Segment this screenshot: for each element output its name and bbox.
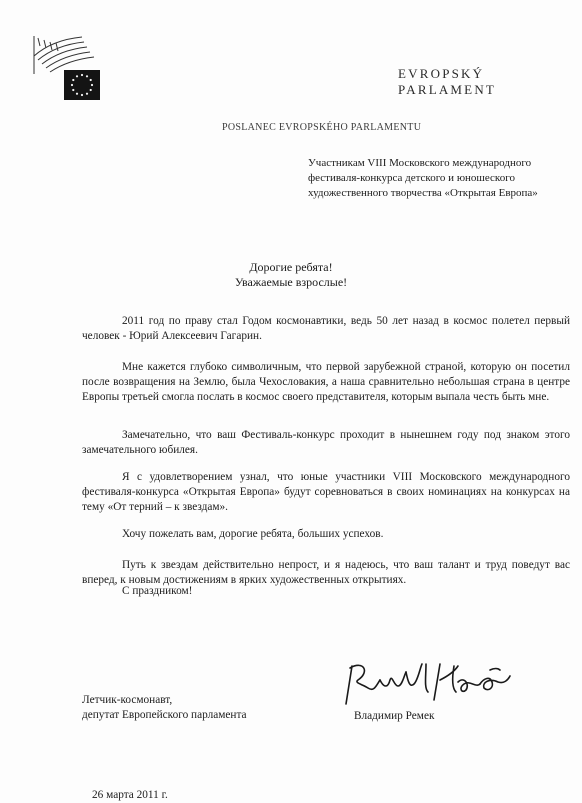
greeting-line-1: Дорогие ребята! [249,260,333,274]
european-parliament-logo [32,34,118,108]
organization-name: EVROPSKÝ PARLAMENT [398,66,497,97]
signer-name: Владимир Ремек [354,710,435,722]
signer-title-2: депутат Европейского парламента [82,709,247,721]
body-paragraph-5: Хочу пожелать вам, дорогие ребята, больших успехов. [122,528,384,540]
greeting-line-2: Уважаемые взрослые! [234,275,348,289]
body-paragraph-3: Замечательно, что ваш Фестиваль-конкурс проходит в нынешнем году под знаком этого замечательного юбилея. [82,429,570,456]
body-paragraph-4: Я с удовлетворением узнал, что юные участники VIII Московского международного фестиваля-конкурса «Открытая Европа» будут соревноваться в своих номинациях на конкурсах на тему «От терний – к звездам». [82,471,570,513]
letter-date: 26 марта 2011 г. [92,789,168,801]
body-paragraph-6: Путь к звездам действительно непрост, и я надеюсь, что ваш талант и труд поведут вас вперед, к новым достижениям в ярких художественных открытиях. [82,559,570,586]
body-paragraph-2: Мне кажется глубоко символичным, что первой зарубежной страной, которую он посетил после возвращения на Землю, была Чехословакия, а наша сравнительно небольшая страна в центре Европы третьей смогла послать в космос своего представителя, которым выпала честь быть мне. [82,361,570,403]
signer-title-1: Летчик-космонавт, [82,694,173,706]
handwritten-signature [340,658,516,710]
sender-office-line: POSLANEC EVROPSKÉHO PARLAMENTU [222,122,422,133]
signer-titles [82,693,332,723]
addressee: Участникам VIII Московского международного фестиваля-конкурса детского и юношеского художественного творчества «Открытая Европа» [308,157,538,199]
parliament-lines-icon [34,36,94,74]
closing-wish: С праздником! [122,585,193,597]
body-paragraph-1: 2011 год по праву стал Годом космонавтики, ведь 50 лет назад в космос полетел первый человек - Юрий Алексеевич Гагарин. [82,315,570,342]
